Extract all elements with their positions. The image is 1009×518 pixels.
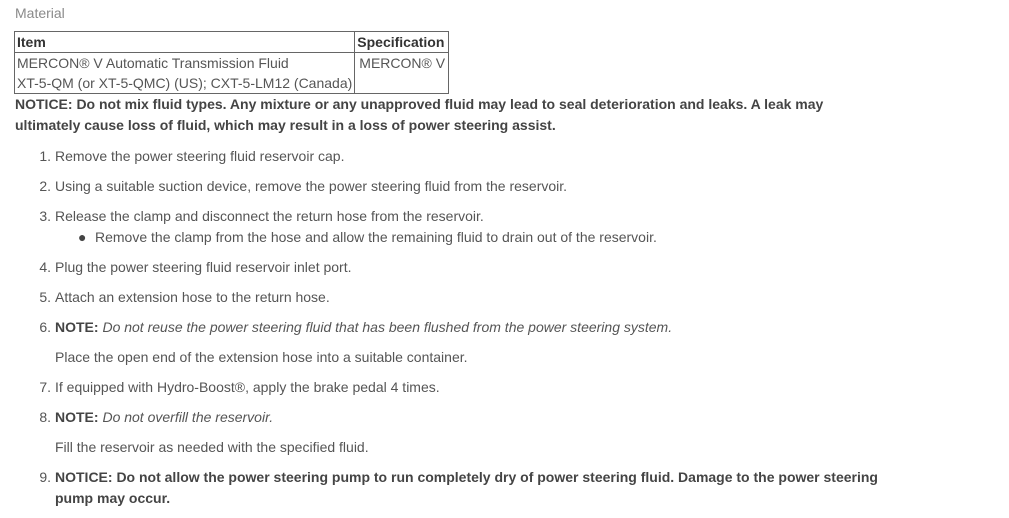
note-text: Do not reuse the power steering fluid that has been flushed from the power steering system. — [102, 319, 673, 335]
fluid-notice: NOTICE: Do not mix fluid types. Any mixture or any unapproved fluid may lead to seal deterioration and leaks. A leak may ultimately cause loss of fluid, which may result in a loss of power steering assist. — [15, 96, 824, 133]
step-number: 4. — [39, 259, 51, 275]
step-text: Plug the power steering fluid reservoir inlet port. — [55, 259, 352, 275]
specification-cell: MERCON® V — [355, 53, 449, 94]
sub-step-list — [55, 227, 895, 248]
step-9 — [15, 467, 895, 509]
procedure-steps — [15, 146, 895, 518]
step-number: 1. — [39, 148, 51, 164]
item-line-2: XT-5-QM (or XT-5-QMC) (US); CXT-5-LM12 (Canada) — [17, 75, 353, 91]
step-number: 2. — [39, 178, 51, 194]
step-instruction: Place the open end of the extension hose into a suitable container. — [55, 349, 468, 365]
section-title: Material — [15, 5, 65, 21]
step-7 — [15, 377, 895, 398]
material-table — [14, 31, 449, 94]
step-number: 9. — [39, 469, 51, 485]
step-number: 6. — [39, 319, 51, 335]
table-header-row — [15, 32, 449, 53]
item-cell — [15, 53, 355, 94]
note-text: Do not overfill the reservoir. — [102, 409, 274, 425]
table-row — [15, 53, 449, 94]
step-3 — [15, 206, 895, 248]
step-number: 5. — [39, 289, 51, 305]
step-text: Release the clamp and disconnect the return hose from the reservoir. — [55, 208, 484, 224]
step-number: 7. — [39, 379, 51, 395]
step-text: Using a suitable suction device, remove the power steering fluid from the reservoir. — [55, 178, 568, 194]
sub-step-text: Remove the clamp from the hose and allow the remaining fluid to drain out of the reservoir. — [95, 229, 657, 245]
note-label: NOTE: — [55, 319, 103, 335]
step-2 — [15, 176, 895, 197]
step-instruction: Fill the reservoir as needed with the specified fluid. — [55, 439, 369, 455]
sub-step — [78, 227, 895, 248]
column-header-specification: Specification — [355, 32, 449, 53]
step-number: 3. — [39, 208, 51, 224]
step-1 — [15, 146, 895, 167]
step-number: 8. — [39, 409, 51, 425]
step-6 — [15, 317, 895, 368]
step-text: If equipped with Hydro-Boost®, apply the brake pedal 4 times. — [55, 379, 440, 395]
step-8 — [15, 407, 895, 458]
note-label: NOTE: — [55, 409, 103, 425]
pump-notice: NOTICE: Do not allow the power steering pump to run completely dry of power steering fluid. Damage to the power steering pump may occur. — [55, 469, 878, 506]
column-header-item: Item — [15, 32, 355, 53]
item-line-1: MERCON® V Automatic Transmission Fluid — [17, 55, 289, 71]
step-5 — [15, 287, 895, 308]
step-4 — [15, 257, 895, 278]
bullet-icon: ● — [78, 229, 87, 245]
step-text: Remove the power steering fluid reservoir cap. — [55, 148, 345, 164]
step-text: Attach an extension hose to the return hose. — [55, 289, 330, 305]
